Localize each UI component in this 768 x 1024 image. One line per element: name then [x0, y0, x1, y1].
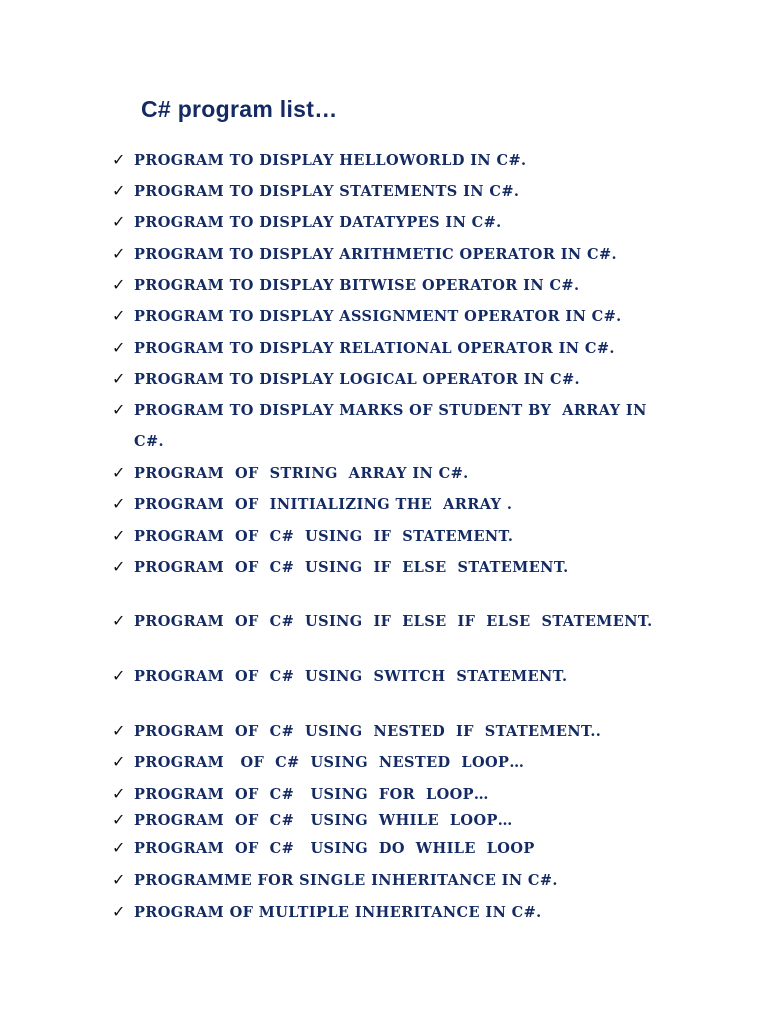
checkmark-icon: ✓ — [112, 181, 126, 200]
checkmark-icon: ✓ — [112, 810, 126, 829]
list-item: ✓ PROGRAM OF C# USING IF ELSE IF ELSE STATEMENT. — [112, 611, 653, 630]
list-item: ✓ PROGRAM OF C# USING SWITCH STATEMENT. — [112, 666, 568, 685]
checkmark-icon: ✓ — [112, 902, 126, 921]
list-item: ✓ PROGRAM OF C# USING IF STATEMENT. — [112, 526, 514, 545]
checkmark-icon: ✓ — [112, 463, 126, 482]
checkmark-icon: ✓ — [112, 557, 126, 576]
list-item: ✓ PROGRAM OF MULTIPLE INHERITANCE IN C#. — [112, 902, 542, 921]
list-item: ✓ PROGRAM TO DISPLAY MARKS OF STUDENT BY ARRAY IN — [112, 400, 647, 419]
checkmark-icon: ✓ — [112, 150, 126, 169]
list-item: ✓ PROGRAM TO DISPLAY ASSIGNMENT OPERATOR IN C#. — [112, 306, 622, 325]
list-item: ✓ PROGRAM TO DISPLAY DATATYPES IN C#. — [112, 212, 502, 231]
checkmark-icon: ✓ — [112, 870, 126, 889]
page-title: C# program list… — [141, 96, 338, 122]
checkmark-icon: ✓ — [112, 752, 126, 771]
list-item: ✓ PROGRAMME FOR SINGLE INHERITANCE IN C#. — [112, 870, 558, 889]
checkmark-icon: ✓ — [112, 369, 126, 388]
list-item: ✓ PROGRAM OF C# USING IF ELSE STATEMENT. — [112, 557, 569, 576]
checkmark-icon: ✓ — [112, 400, 126, 419]
list-item: ✓ PROGRAM TO DISPLAY ARITHMETIC OPERATOR IN C#. — [112, 244, 617, 263]
list-item: ✓ PROGRAM TO DISPLAY HELLOWORLD IN C#. — [112, 150, 527, 169]
list-item: ✓ PROGRAM TO DISPLAY BITWISE OPERATOR IN C#. — [112, 275, 580, 294]
checkmark-icon: ✓ — [112, 275, 126, 294]
checkmark-icon: ✓ — [112, 666, 126, 685]
checkmark-icon: ✓ — [112, 244, 126, 263]
list-item: ✓ PROGRAM OF C# USING NESTED IF STATEMENT.. — [112, 721, 602, 740]
checkmark-icon: ✓ — [112, 838, 126, 857]
list-item: ✓ PROGRAM OF C# USING FOR LOOP… — [112, 784, 489, 803]
list-item: ✓ PROGRAM OF C# USING WHILE LOOP… — [112, 810, 513, 829]
list-item: ✓ PROGRAM OF STRING ARRAY IN C#. — [112, 463, 469, 482]
list-item: ✓ PROGRAM TO DISPLAY LOGICAL OPERATOR IN C#. — [112, 369, 580, 388]
checkmark-icon: ✓ — [112, 338, 126, 357]
checkmark-icon: ✓ — [112, 611, 126, 630]
checkmark-icon: ✓ — [112, 526, 126, 545]
checkmark-icon: ✓ — [112, 306, 126, 325]
list-item: ✓ PROGRAM TO DISPLAY RELATIONAL OPERATOR IN C#. — [112, 338, 615, 357]
list-item: ✓ PROGRAM TO DISPLAY STATEMENTS IN C#. — [112, 181, 520, 200]
checkmark-icon: ✓ — [112, 721, 126, 740]
list-item: ✓ PROGRAM OF C# USING DO WHILE LOOP — [112, 838, 535, 857]
checkmark-icon: ✓ — [112, 212, 126, 231]
list-item: ✓ PROGRAM OF INITIALIZING THE ARRAY . — [112, 494, 513, 513]
checkmark-icon: ✓ — [112, 784, 126, 803]
list-item-continuation: C#. — [134, 433, 164, 450]
list-item: ✓ PROGRAM OF C# USING NESTED LOOP… — [112, 752, 525, 771]
checkmark-icon: ✓ — [112, 494, 126, 513]
